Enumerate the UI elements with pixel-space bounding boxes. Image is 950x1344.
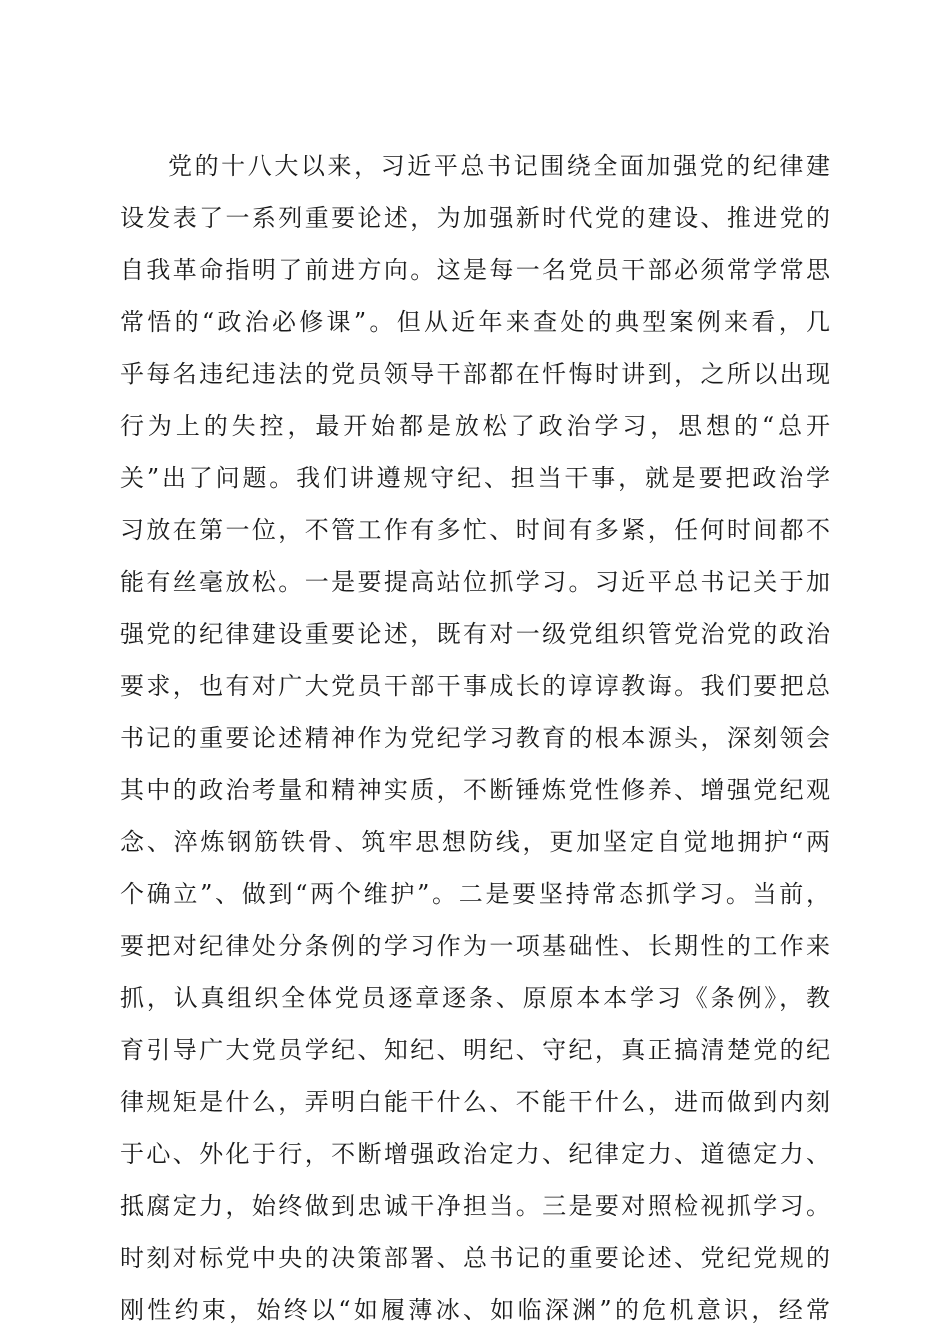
paragraph-line: 抵腐定力，始终做到忠诚干净担当。三是要对照检视抓学习。 xyxy=(120,1192,830,1220)
paragraph-line: 于心、外化于行，不断增强政治定力、纪律定力、道德定力、 xyxy=(120,1140,830,1168)
paragraph-line: 设发表了一系列重要论述，为加强新时代党的建设、推进党的 xyxy=(120,204,830,232)
paragraph-line: 习放在第一位，不管工作有多忙、时间有多紧，任何时间都不 xyxy=(120,516,830,544)
paragraph-line: 要求，也有对广大党员干部干事成长的谆谆教诲。我们要把总 xyxy=(120,672,830,700)
paragraph-line: 书记的重要论述精神作为党纪学习教育的根本源头，深刻领会 xyxy=(120,724,830,752)
paragraph-line: 常悟的“政治必修课”。但从近年来查处的典型案例来看，几 xyxy=(120,308,830,336)
body-paragraph xyxy=(120,140,830,1336)
paragraph-line: 党的十八大以来，习近平总书记围绕全面加强党的纪律建 xyxy=(168,152,830,180)
paragraph-line: 要把对纪律处分条例的学习作为一项基础性、长期性的工作来 xyxy=(120,932,830,960)
paragraph-line: 时刻对标党中央的决策部署、总书记的重要论述、党纪党规的 xyxy=(120,1244,830,1272)
paragraph-line: 行为上的失控，最开始都是放松了政治学习，思想的“总开 xyxy=(120,412,830,440)
paragraph-line: 个确立”、做到“两个维护”。二是要坚持常态抓学习。当前， xyxy=(120,880,830,908)
paragraph-line: 关”出了问题。我们讲遵规守纪、担当干事，就是要把政治学 xyxy=(120,464,830,492)
paragraph-line: 强党的纪律建设重要论述，既有对一级党组织管党治党的政治 xyxy=(120,620,830,648)
paragraph-line: 念、淬炼钢筋铁骨、筑牢思想防线，更加坚定自觉地拥护“两 xyxy=(120,828,830,856)
paragraph-line: 育引导广大党员学纪、知纪、明纪、守纪，真正搞清楚党的纪 xyxy=(120,1036,830,1064)
paragraph-line: 乎每名违纪违法的党员领导干部都在忏悔时讲到，之所以出现 xyxy=(120,360,830,388)
paragraph-line: 律规矩是什么，弄明白能干什么、不能干什么，进而做到内刻 xyxy=(120,1088,830,1116)
paragraph-line: 其中的政治考量和精神实质，不断锤炼党性修养、增强党纪观 xyxy=(120,776,830,804)
paragraph-line: 刚性约束，始终以“如履薄冰、如临深渊”的危机意识，经常 xyxy=(120,1296,830,1324)
paragraph-line: 抓，认真组织全体党员逐章逐条、原原本本学习《条例》，教 xyxy=(120,984,830,1012)
paragraph-line: 能有丝毫放松。一是要提高站位抓学习。习近平总书记关于加 xyxy=(120,568,830,596)
paragraph-line: 自我革命指明了前进方向。这是每一名党员干部必须常学常思 xyxy=(120,256,830,284)
